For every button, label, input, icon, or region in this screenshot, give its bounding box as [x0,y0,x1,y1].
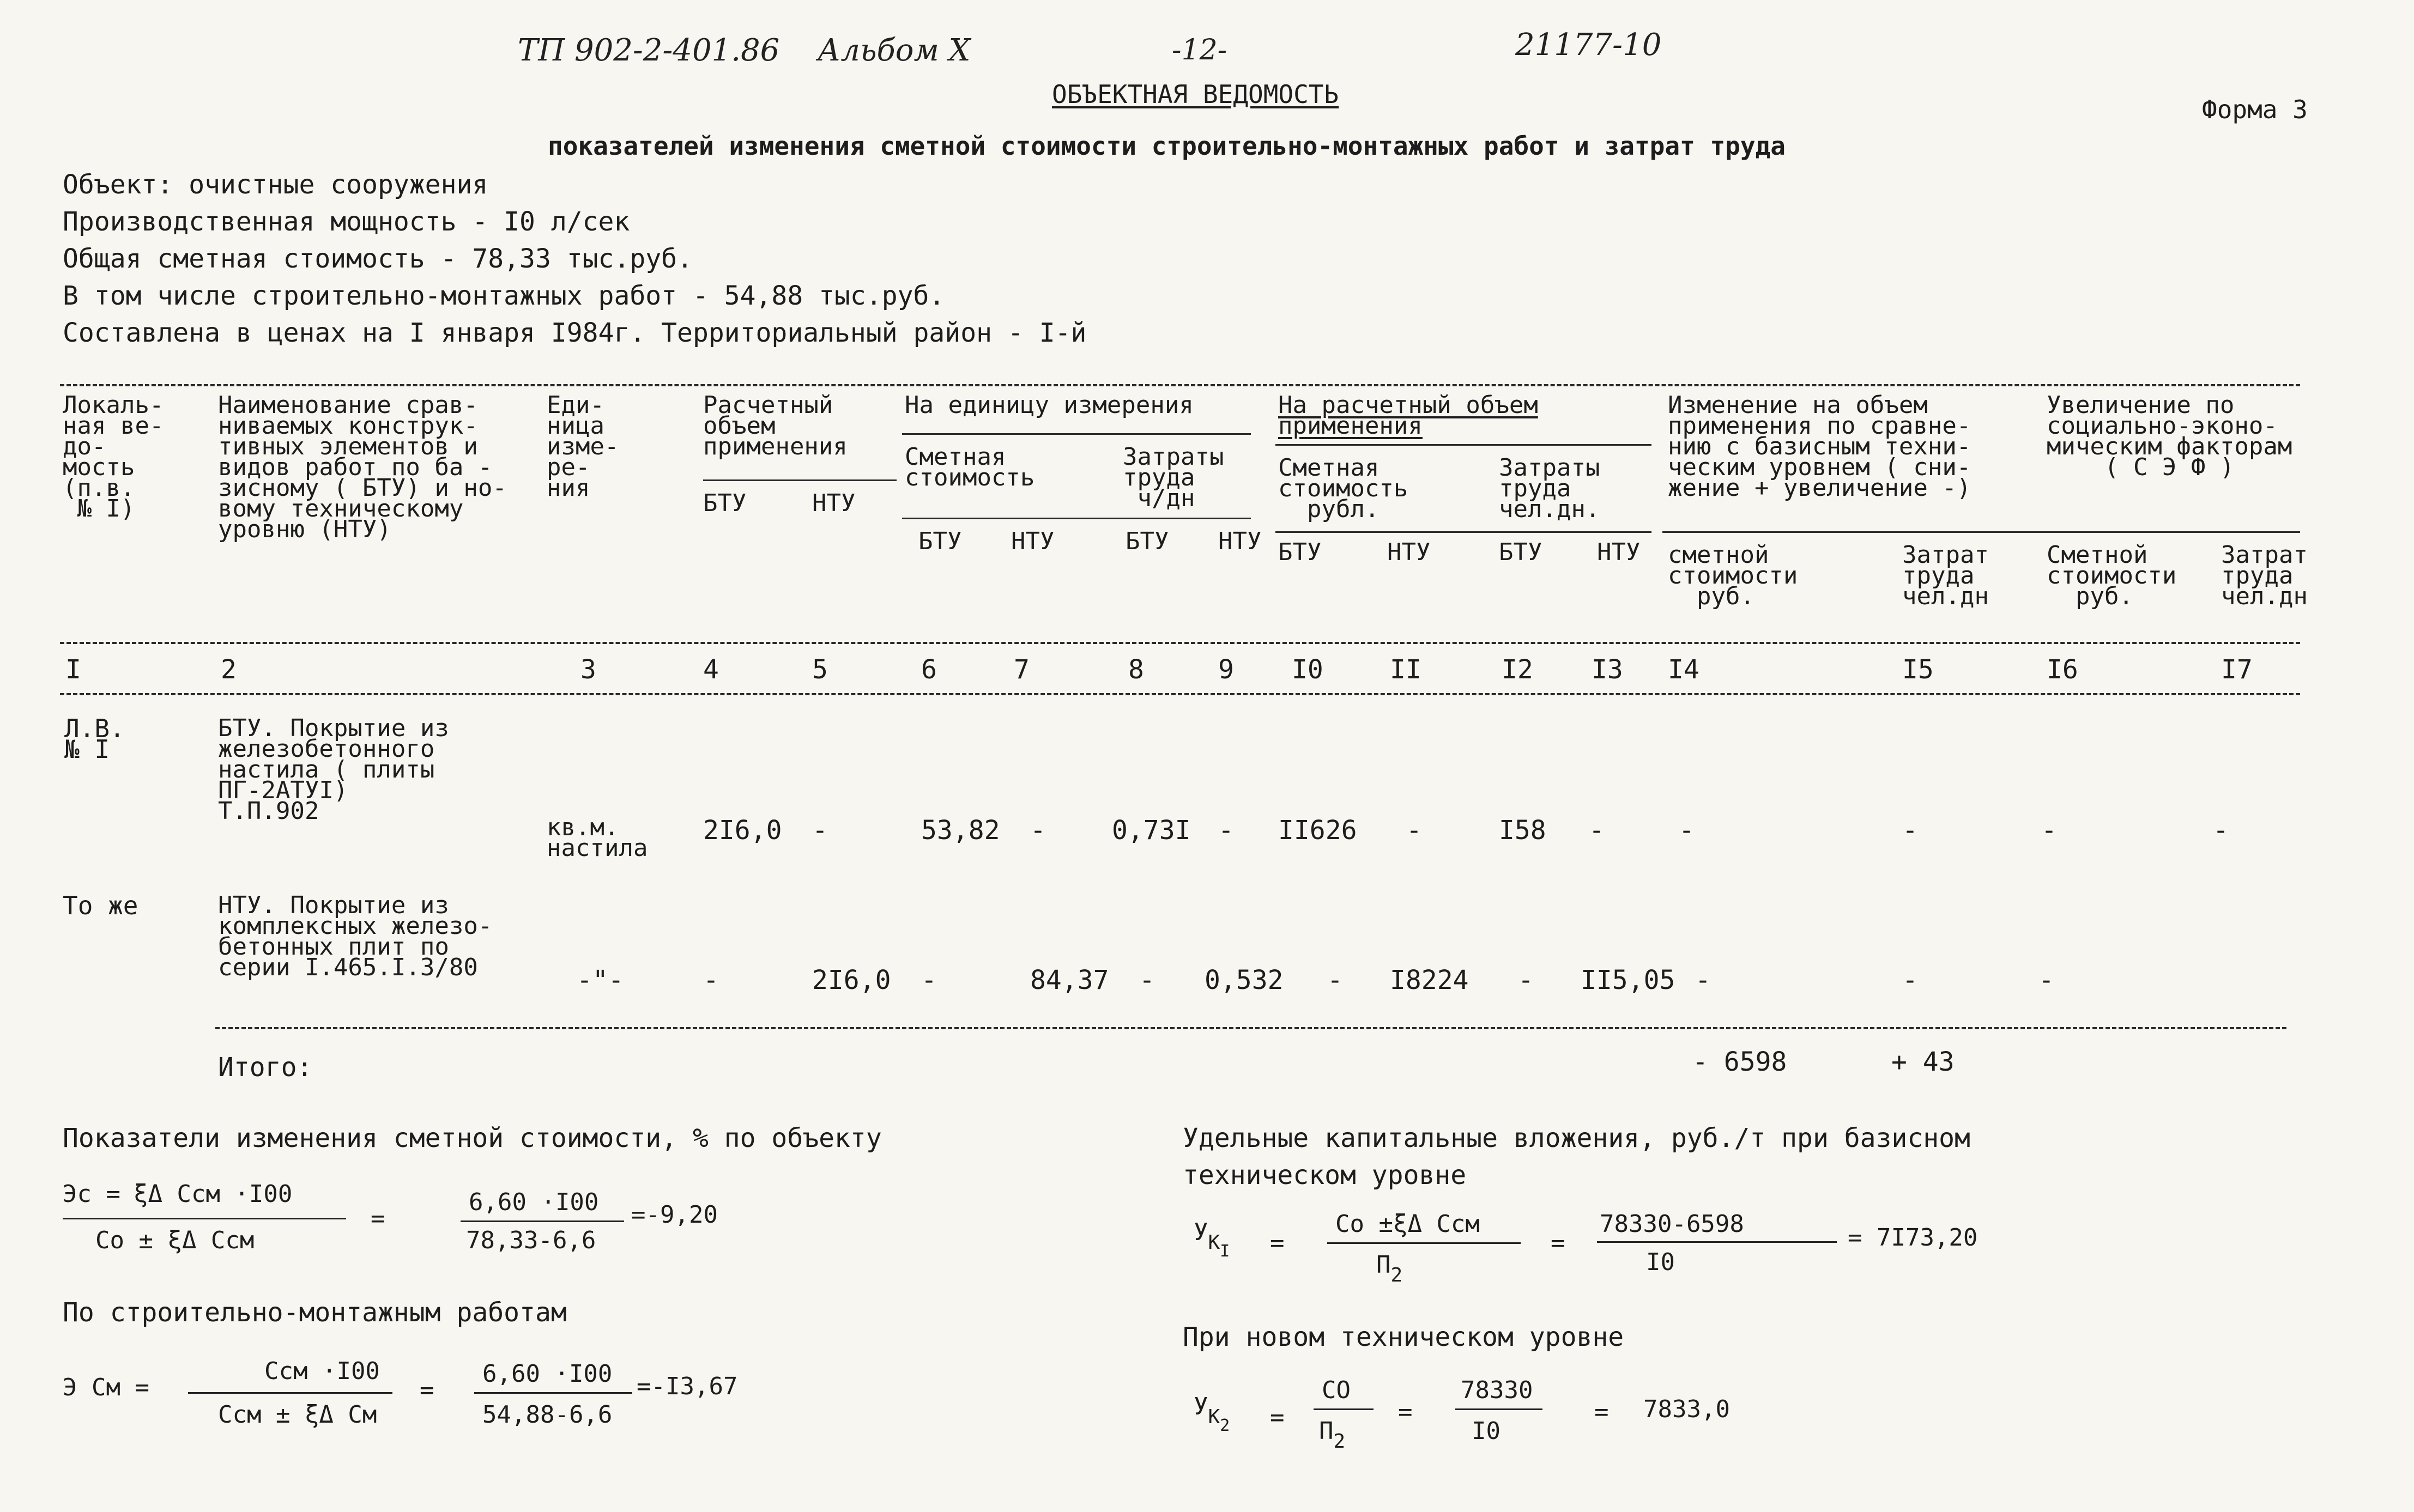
hdr-unit-group: На единицу измерения [905,391,1194,419]
hdr-unit-labor: Затраты труда ч/дн [1123,443,1224,512]
info-total-cost: Общая сметная стоимость - 78,33 тыс.руб. [63,244,693,274]
smr-title: По строительно-монтажным работам [63,1297,567,1328]
doc-code: ТП 902-2-401.86 [518,33,780,68]
row1-c14: - [1679,815,1695,846]
colnum-16: I6 [2047,654,2078,685]
info-object: Объект: очистные сооружения [63,169,488,200]
colnum-6: 6 [921,654,937,685]
hdr-unit-cost-ntu: НТУ [1011,527,1055,555]
rule-vol-sub [1275,531,1651,533]
info-smr-cost: В том числе строительно-монтажных работ - 54,88 тыс.руб. [63,281,945,311]
uk1-result: = 7I73,20 [1848,1224,1978,1252]
hdr-volume: Расчетный объем применения [703,391,848,460]
rule-vol-group [1275,444,1651,446]
row1-c12: I58 [1499,815,1546,846]
uk2-numerator: СО [1322,1376,1351,1404]
uk2-eq: = [1270,1404,1285,1431]
rule-unit-group [902,433,1251,435]
colnum-10: I0 [1292,654,1323,685]
row1-c4: 2I6,0 [703,815,782,846]
colnum-4: 4 [703,654,719,685]
row1-c10: II626 [1278,815,1357,846]
row1-ref: Л.В. № I [64,714,125,764]
rule-change-sub [1662,531,2300,533]
uk1-fraction-line [1327,1242,1521,1244]
uk1-lhs: $У_{КI}$ [1194,1218,1230,1261]
hdr-change-labor: Затрат труда чел.дн [1902,541,1989,610]
colnum-3: 3 [580,654,596,685]
rule-unit-sub [902,518,1251,519]
esm-numerator: Ссм ·I00 [264,1357,380,1385]
colnum-14: I4 [1668,654,1699,685]
total-c14: - 6598 [1692,1047,1787,1077]
hdr-volume-ntu: НТУ [812,489,856,517]
form-number: Форма 3 [2202,95,2308,124]
row2-c11: I8224 [1390,965,1469,995]
hdr-social-cost: Сметной стоимости руб. [2047,541,2177,610]
esm-denominator: Ссм ± ξΔ См [218,1401,377,1429]
total-c15: + 43 [1891,1047,1955,1077]
total-rule [215,1027,2286,1029]
hdr-vol-labor-ntu: НТУ [1597,538,1641,566]
hdr-vol-cost-ntu: НТУ [1387,538,1431,566]
colnum-1: I [65,654,81,685]
uk2-denominator-value: I0 [1472,1417,1501,1445]
hdr-vol-cost: Сметная стоимость рубл. [1278,454,1408,523]
total-label: Итого: [218,1052,313,1083]
spec-investment-title: Удельные капитальные вложения, руб./т при базисном [1183,1123,1970,1153]
info-prices: Составлена в ценах на I января I984г. Территориальный район - I-й [63,318,1087,348]
row2-name: НТУ. Покрытие из комплексных железо- бетонных плит по серии I.465.I.3/80 [218,891,493,981]
cost-change-title: Показатели изменения сметной стоимости, % по объекту [63,1123,882,1153]
colnum-17: I7 [2221,654,2253,685]
row1-c5: - [812,815,828,846]
row1-c15: - [1902,815,1918,846]
hdr-volume-btu: БТУ [703,489,747,517]
sheet-number: 21177-10 [1515,27,1662,63]
hdr-vol-group: На расчетный объем применения [1278,391,1538,440]
uk1-numerator: Со ±ξΔ Ссм [1335,1210,1480,1238]
colnum-13: I3 [1592,654,1623,685]
esm-denominator-value: 54,88-6,6 [482,1401,613,1429]
hdr-name: Наименование срав- ниваемых конструк- тивных элементов и видов работ по ба - зисному ( БТУ) и но- вому техническому уровню (НТУ) [218,391,507,543]
colnum-15: I5 [1902,654,1934,685]
ec-value-fraction-line [461,1220,624,1222]
document-subtitle: показателей изменения сметной стоимости строительно-монтажных работ и затрат труда [548,131,1786,161]
colnum-5: 5 [812,654,828,685]
uk2-eq-3: = [1594,1398,1609,1426]
row2-c7: 84,37 [1030,965,1109,995]
new-level-title: При новом техническом уровне [1183,1322,1624,1352]
document-title: ОБЪЕКТНАЯ ВЕДОМОСТЬ [1052,80,1339,109]
hdr-local-ref: Локаль- ная ве- до- мость (п.в. № I) [63,391,164,523]
hdr-unit-cost: Сметная стоимость [905,443,1035,491]
row2-c15: - [1902,965,1918,995]
colnum-8: 8 [1128,654,1144,685]
colnum-7: 7 [1014,654,1030,685]
hdr-unit-labor-ntu: НТУ [1218,527,1262,555]
uk2-denominator: $П_2$ [1319,1417,1346,1453]
ec-eq: = [371,1205,385,1232]
hdr-social-group: Увеличение по социально-эконо- мическим факторам ( С Э Ф ) [2047,391,2292,481]
row1-c7: - [1030,815,1046,846]
hdr-vol-labor: Затраты труда чел.дн. [1499,454,1600,523]
hdr-social-labor: Затрат труда чел.дн [2221,541,2308,610]
row1-c13: - [1589,815,1605,846]
colnum-bottom-rule [60,693,2300,695]
row1-c9: - [1218,815,1234,846]
esm-result: =-I3,67 [637,1373,738,1400]
hdr-unit-labor-btu: БТУ [1126,527,1169,555]
ec-result: =-9,20 [631,1201,718,1229]
row2-c4: - [703,965,719,995]
esm-value-fraction-line [474,1392,632,1394]
colnum-9: 9 [1218,654,1234,685]
ec-denominator-value: 78,33-6,6 [466,1226,596,1254]
header-bottom-rule [60,642,2300,644]
uk1-eq-2: = [1551,1229,1565,1257]
uk1-eq: = [1270,1229,1285,1257]
row2-c10: - [1327,965,1343,995]
uk2-fraction-line [1314,1408,1374,1410]
row1-c8: 0,73I [1112,815,1191,846]
row2-unit: -"- [577,965,624,995]
hdr-change-group: Изменение на объем применения по сравне- нию с базисным техни- ческим уровнем ( сни- жение + увеличение -) [1668,391,1971,502]
spec-investment-title-2: техническом уровне [1183,1160,1467,1191]
ec-lhs: Эс = [63,1180,120,1208]
hdr-unit-cost-btu: БТУ [918,527,962,555]
esm-eq: = [420,1376,434,1404]
row2-c8: - [1139,965,1155,995]
row2-c14: - [1695,965,1711,995]
row1-c17: - [2213,815,2229,846]
row1-c11: - [1406,815,1422,846]
hdr-vol-labor-btu: БТУ [1499,538,1542,566]
row2-c5: 2I6,0 [812,965,891,995]
row2-c6: - [921,965,937,995]
colnum-2: 2 [221,654,237,685]
row1-unit: кв.м. настила [547,813,648,862]
ec-numerator: ξΔ Ссм ·I00 [134,1180,293,1208]
ec-numerator-value: 6,60 ·I00 [469,1188,599,1216]
colnum-12: I2 [1502,654,1533,685]
row2-c16: - [2038,965,2054,995]
row1-c6: 53,82 [921,815,1000,846]
esm-fraction-line [188,1392,392,1394]
colnum-11: II [1390,654,1421,685]
row1-c16: - [2041,815,2057,846]
page-number: -12- [1172,34,1227,66]
uk2-lhs: $У_{К2}$ [1194,1393,1230,1435]
uk2-value-fraction-line [1455,1408,1542,1410]
album-label: Альбом X [818,33,971,68]
esm-lhs: Э См = [63,1374,149,1401]
uk2-eq-2: = [1398,1398,1413,1426]
table-top-rule [60,384,2300,386]
esm-numerator-value: 6,60 ·I00 [482,1360,613,1388]
row2-c13: II5,05 [1581,965,1675,995]
uk2-numerator-value: 78330 [1461,1376,1533,1404]
row2-c12: - [1518,965,1534,995]
row2-c9: 0,532 [1205,965,1284,995]
hdr-vol-cost-btu: БТУ [1278,538,1322,566]
hdr-unit: Еди- ница изме- ре- ния [547,391,619,502]
uk2-result: 7833,0 [1643,1395,1730,1423]
row1-name: БТУ. Покрытие из железобетонного настила ( плиты ПГ-2АТУI) Т.П.902 [218,714,449,825]
hdr-change-cost: сметной стоимости руб. [1668,541,1798,610]
rule-volume [703,479,897,481]
ec-denominator: Со ± ξΔ Ссм [95,1226,255,1254]
uk1-numerator-value: 78330-6598 [1600,1210,1744,1238]
uk1-denominator: $П_2$ [1376,1251,1403,1286]
info-capacity: Производственная мощность - I0 л/сек [63,207,630,237]
ec-fraction-line [63,1218,346,1219]
row2-ref: То же [63,891,138,920]
uk1-value-fraction-line [1597,1241,1837,1243]
uk1-denominator-value: I0 [1646,1248,1675,1276]
